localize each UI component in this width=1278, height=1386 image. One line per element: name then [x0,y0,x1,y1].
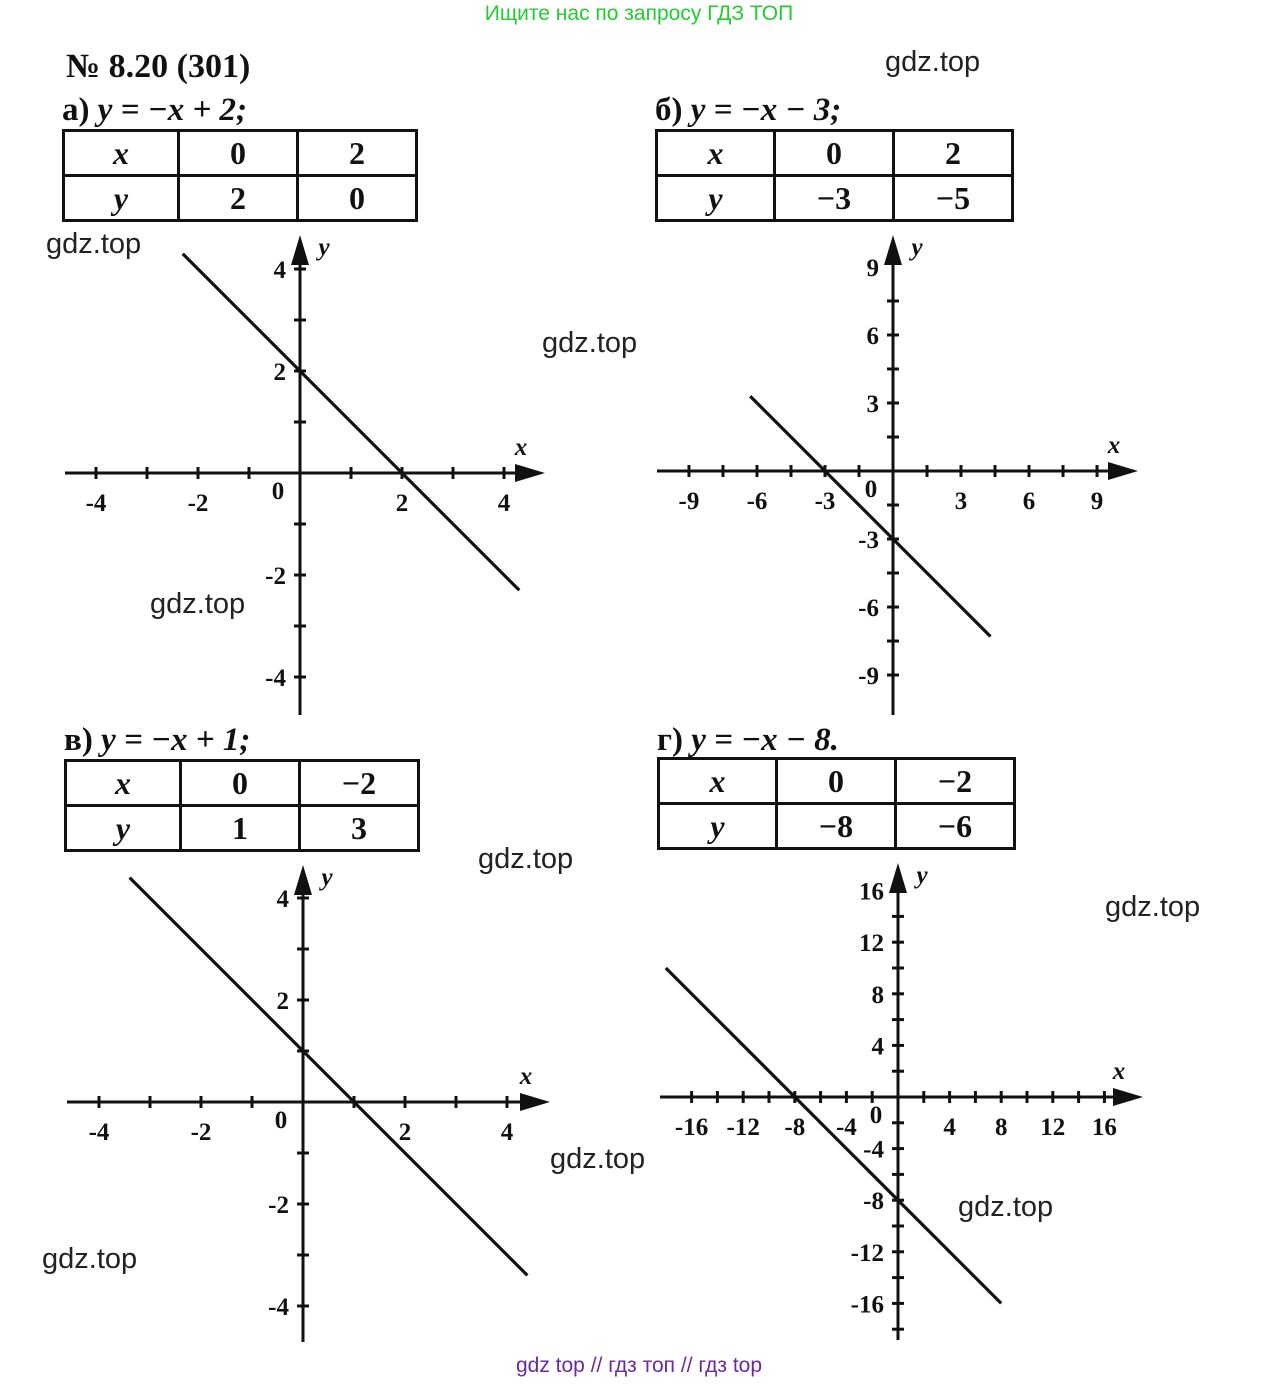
x-axis-label: x [1112,1058,1126,1085]
table-cell: 2 [894,131,1013,176]
y-tick-label: -4 [863,1136,884,1164]
watermark: gdz.top [150,588,246,620]
graph-line [130,878,528,1276]
y-axis-arrow-icon [294,865,312,895]
table-cell: 0 [298,176,417,221]
table-header-x: x [659,759,777,804]
y-tick-label: -16 [850,1291,884,1319]
graph-d [660,862,1143,1340]
table-cell: −3 [775,176,894,221]
y-tick-label: -9 [858,663,879,691]
watermark: gdz.top [46,228,142,260]
x-tick-label: -12 [726,1114,760,1141]
part-a-label: а) [62,92,90,128]
x-axis-arrow-icon [515,464,545,482]
x-tick-label: -8 [784,1114,806,1141]
y-axis-label: y [321,864,333,891]
y-tick-label: 4 [276,886,289,913]
y-tick-label: 4 [871,1033,884,1061]
y-tick-label: -4 [265,665,286,692]
x-tick-label: -2 [190,1119,212,1146]
table-cell: −2 [896,759,1015,804]
table-header-y: y [66,806,181,851]
x-tick-label: 4 [497,490,511,517]
watermark: gdz.top [958,1191,1054,1223]
y-tick-label: 12 [859,930,884,958]
x-tick-label: -6 [746,488,768,515]
x-tick-label: 3 [954,488,968,515]
table-cell: −8 [777,804,896,849]
x-tick-label: -4 [88,1119,110,1146]
y-axis-arrow-icon [884,235,902,265]
x-tick-label: 0 [274,1107,288,1134]
y-tick-label: 2 [276,988,289,1015]
table-cell: 1 [181,806,300,851]
table-cell: 2 [298,131,417,176]
part-d-equation: y = −x − 8. [691,722,839,758]
part-c-equation: y = −x + 1; [101,722,251,758]
graph-line [183,254,520,591]
watermark: gdz.top [478,843,574,875]
x-tick-label: 8 [994,1114,1008,1141]
y-tick-label: 9 [866,254,879,282]
x-tick-label: 16 [1091,1114,1117,1141]
table-cell: −6 [896,804,1015,849]
x-axis-label: x [1107,432,1121,459]
x-tick-label: 4 [943,1114,956,1141]
y-tick-label: -6 [858,595,879,623]
x-tick-label: -16 [674,1114,709,1141]
x-axis-label: x [519,1063,533,1090]
y-tick-label: -12 [850,1239,884,1267]
watermark: gdz.top [1105,891,1201,923]
graph-c [67,864,550,1342]
x-tick-label: 6 [1022,488,1036,515]
x-tick-label: -2 [187,490,209,517]
x-tick-label: 2 [395,490,409,517]
table-header-x: x [66,761,181,806]
x-axis-arrow-icon [1108,462,1138,480]
part-c-label: в) [64,722,93,758]
y-tick-label: 16 [859,878,884,906]
y-axis-arrow-icon [889,863,907,893]
table-cell: 0 [777,759,896,804]
table-cell: 0 [181,761,300,806]
x-tick-label: 2 [398,1119,412,1146]
y-axis-label: y [318,234,330,261]
watermark: gdz.top [42,1243,138,1275]
search-banner: Ищите нас по запросу ГДЗ ТОП [484,2,794,25]
x-tick-label: 4 [500,1119,514,1146]
x-axis-arrow-icon [520,1093,550,1111]
part-d-label: г) [657,722,683,758]
y-tick-label: 6 [866,322,879,350]
x-tick-label: 12 [1040,1114,1066,1141]
part-b-label: б) [655,92,683,128]
y-axis-label: y [911,234,923,261]
y-tick-label: -4 [268,1294,289,1321]
x-tick-label: 0 [869,1102,883,1129]
table-header-y: y [659,804,777,849]
table-cell: −5 [894,176,1013,221]
x-axis-arrow-icon [1113,1088,1143,1106]
problem-number: № 8.20 (301) [66,48,251,85]
y-axis-arrow-icon [291,235,309,265]
table-header-y: y [657,176,775,221]
part-b-equation: y = −x − 3; [690,92,842,128]
y-tick-label: -8 [863,1188,884,1216]
graph-a [65,234,545,715]
x-tick-label: -3 [814,488,836,515]
table-cell: 2 [179,176,298,221]
table-header-x: x [64,131,179,176]
table-header-y: y [64,176,179,221]
x-tick-label: 0 [271,478,285,505]
x-tick-label: -4 [835,1114,857,1141]
y-tick-label: -2 [268,1192,289,1219]
x-tick-label: 9 [1090,488,1104,515]
x-tick-label: 0 [864,476,878,503]
y-axis-label: y [916,862,928,889]
x-tick-label: -9 [678,488,700,515]
watermark: gdz.top [542,327,638,359]
y-tick-label: -3 [858,527,879,555]
y-tick-label: -2 [265,563,286,590]
table-cell: 0 [179,131,298,176]
x-tick-label: -4 [85,490,107,517]
table-cell: 0 [775,131,894,176]
watermark: gdz.top [885,46,981,78]
table-cell: 3 [300,806,419,851]
table-header-x: x [657,131,775,176]
table-cell: −2 [300,761,419,806]
y-tick-label: 3 [866,390,879,418]
y-tick-label: 2 [273,359,286,386]
x-axis-label: x [514,434,528,461]
footer-links: gdz top // гдз топ // гдз top [515,1354,763,1377]
y-tick-label: 8 [871,981,884,1009]
graph-b [657,234,1138,715]
y-tick-label: 4 [273,257,286,284]
watermark: gdz.top [550,1143,646,1175]
part-a-equation: y = −x + 2; [97,92,247,128]
